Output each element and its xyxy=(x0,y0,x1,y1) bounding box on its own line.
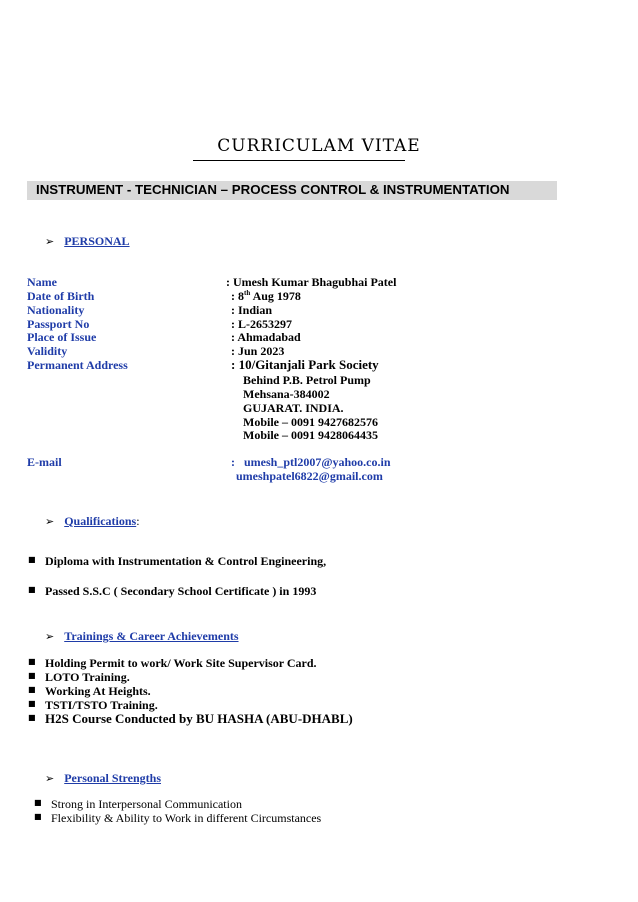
arrow-bullet-icon: ➢ xyxy=(45,515,55,528)
arrow-bullet-icon: ➢ xyxy=(45,235,55,248)
arrow-bullet-icon: ➢ xyxy=(45,772,55,785)
square-bullet-icon: ■ xyxy=(28,585,36,594)
training-item: Holding Permit to work/ Work Site Supervisor Card. xyxy=(45,656,317,670)
validity-value: : Jun 2023 xyxy=(231,344,285,358)
square-bullet-icon: ■ xyxy=(34,812,42,821)
qualifications-heading: Qualifications xyxy=(64,514,137,528)
square-bullet-icon: ■ xyxy=(28,555,36,564)
nationality-value: : Indian xyxy=(231,303,273,317)
dob-month-year: Aug 1978 xyxy=(250,289,301,303)
address-line-1: : 10/Gitanjali Park Society xyxy=(231,357,379,372)
square-bullet-icon: ■ xyxy=(28,685,36,694)
section-strengths xyxy=(45,769,161,787)
email-separator: : xyxy=(231,455,235,469)
place-of-issue-value: : Ahmadabad xyxy=(231,330,301,344)
square-bullet-icon: ■ xyxy=(34,798,42,807)
section-qualifications xyxy=(45,512,140,530)
page-title: CURRICULAM VITAE xyxy=(217,136,421,156)
email-label: E-mail xyxy=(27,455,62,469)
qualification-item: Diploma with Instrumentation & Control Engineering, xyxy=(45,554,327,568)
dob-day: : 8 xyxy=(231,289,244,303)
training-item: TSTI/TSTO Training. xyxy=(45,698,158,712)
address-line-4: GUJARAT. INDIA. xyxy=(243,401,344,415)
name-label: Name xyxy=(27,275,57,289)
square-bullet-icon: ■ xyxy=(28,713,36,722)
place-of-issue-label: Place of Issue xyxy=(27,330,97,344)
qualification-item: Passed S.S.C ( Secondary School Certificate ) in 1993 xyxy=(45,584,317,598)
title-underline xyxy=(193,160,405,161)
dob-value xyxy=(231,289,301,304)
passport-label: Passport No xyxy=(27,317,90,331)
address-line-2: Behind P.B. Petrol Pump xyxy=(243,373,371,387)
strength-item: Flexibility & Ability to Work in different Circumstances xyxy=(51,811,322,825)
dob-ordinal: th xyxy=(244,289,251,297)
square-bullet-icon: ■ xyxy=(28,657,36,666)
address-label: Permanent Address xyxy=(27,358,128,372)
square-bullet-icon: ■ xyxy=(28,699,36,708)
section-personal xyxy=(45,232,130,250)
address-line-3: Mehsana-384002 xyxy=(243,387,330,401)
email-primary[interactable]: umesh_ptl2007@yahoo.co.in xyxy=(244,455,391,469)
trainings-heading: Trainings & Career Achievements xyxy=(64,629,239,643)
qualifications-colon: : xyxy=(136,514,140,528)
arrow-bullet-icon: ➢ xyxy=(45,630,55,643)
personal-heading: PERSONAL xyxy=(64,234,130,248)
training-item: LOTO Training. xyxy=(45,670,130,684)
passport-value: : L-2653297 xyxy=(231,317,292,331)
training-item: Working At Heights. xyxy=(45,684,151,698)
headline-text: INSTRUMENT - TECHNICIAN – PROCESS CONTROL & INSTRUMENTATION xyxy=(36,182,510,197)
name-value: : Umesh Kumar Bhagubhai Patel xyxy=(226,275,397,289)
strengths-heading: Personal Strengths xyxy=(64,771,161,785)
dob-label: Date of Birth xyxy=(27,289,95,303)
nationality-label: Nationality xyxy=(27,303,85,317)
section-trainings xyxy=(45,627,239,645)
mobile-2: Mobile – 0091 9428064435 xyxy=(243,428,378,442)
training-item: H2S Course Conducted by BU HASHA (ABU-DHABL) xyxy=(45,711,353,726)
email-secondary[interactable]: umeshpatel6822@gmail.com xyxy=(236,469,383,483)
strength-item: Strong in Interpersonal Communication xyxy=(51,797,242,811)
square-bullet-icon: ■ xyxy=(28,671,36,680)
mobile-1: Mobile – 0091 9427682576 xyxy=(243,415,378,429)
validity-label: Validity xyxy=(27,344,68,358)
